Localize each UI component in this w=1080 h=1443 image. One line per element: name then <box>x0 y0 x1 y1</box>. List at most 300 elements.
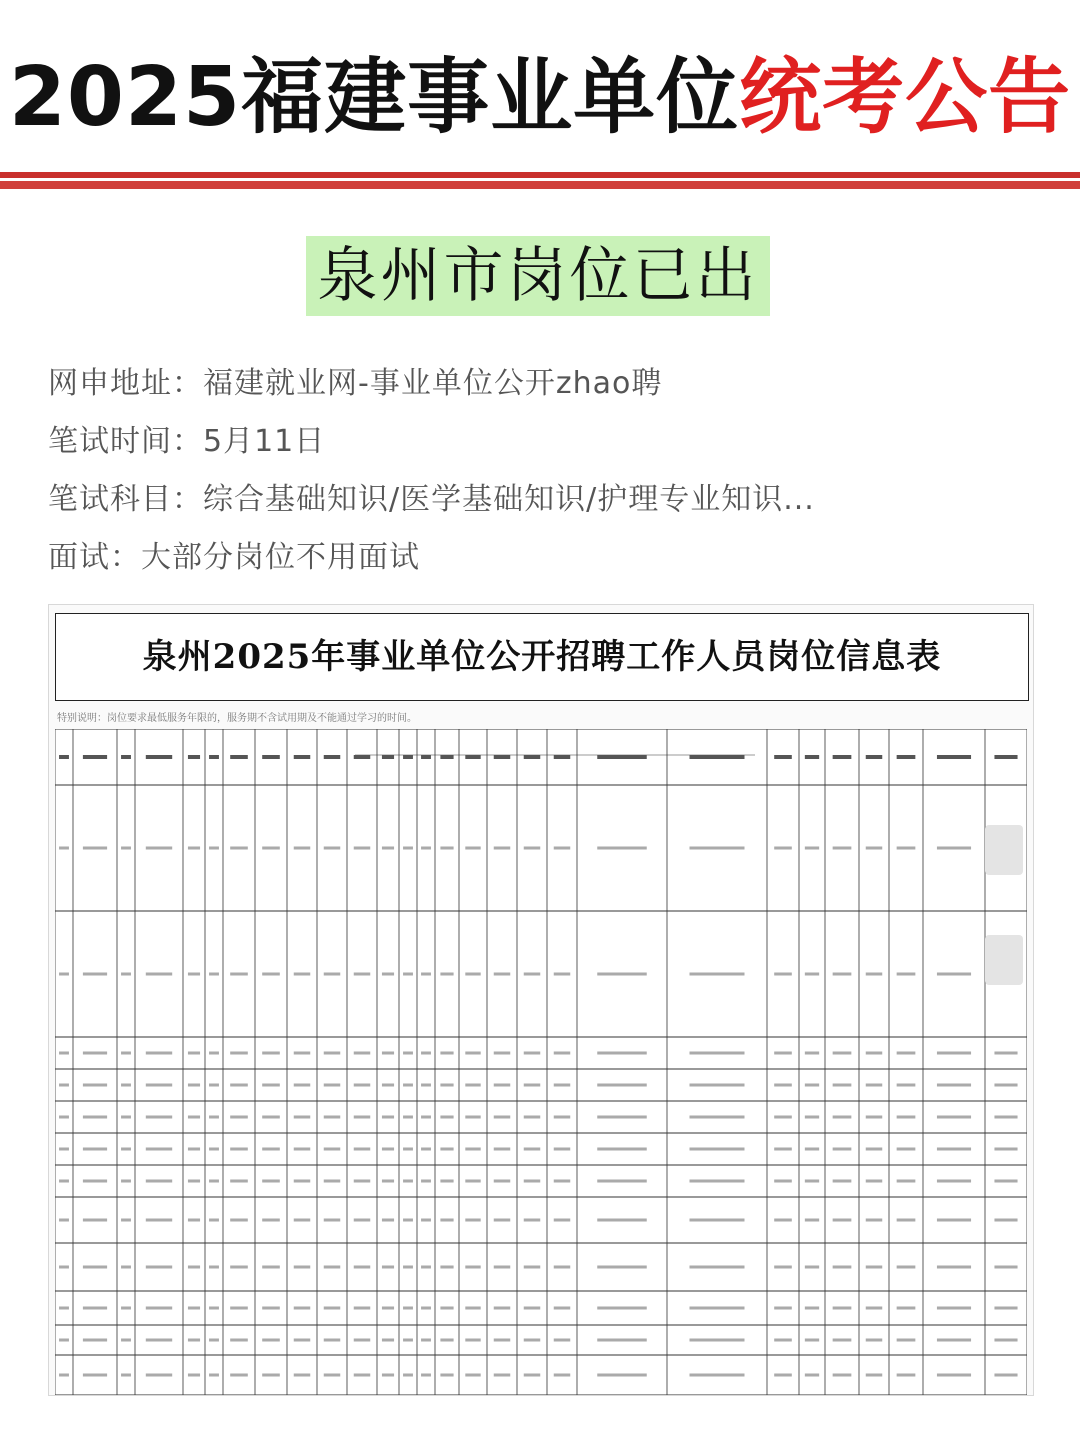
cell-text-placeholder <box>59 1219 69 1222</box>
cell-text-placeholder <box>382 1219 394 1222</box>
cell-text-placeholder <box>59 1148 69 1151</box>
cell-text-placeholder <box>805 1219 819 1222</box>
cell-text-placeholder <box>146 1052 172 1055</box>
cell-text-placeholder <box>421 847 431 850</box>
cell-text-placeholder <box>83 1307 107 1310</box>
cell-text-placeholder <box>554 1307 571 1310</box>
cell-text-placeholder <box>774 1116 792 1119</box>
cell-text-placeholder <box>59 755 69 759</box>
cell-text-placeholder <box>146 1339 172 1342</box>
cell-text-placeholder <box>262 1148 280 1151</box>
cell-text-placeholder <box>354 1339 371 1342</box>
cell-text-placeholder <box>354 1266 371 1269</box>
cell-text-placeholder <box>382 1084 394 1087</box>
cell-text-placeholder <box>690 1374 745 1377</box>
cell-text-placeholder <box>324 1180 341 1183</box>
main-title-black: 2025福建事业单位 <box>8 50 740 145</box>
cell-text-placeholder <box>524 1266 541 1269</box>
cell-text-placeholder <box>83 1266 107 1269</box>
cell-text-placeholder <box>230 1374 248 1377</box>
cell-text-placeholder <box>833 1052 852 1055</box>
cell-text-placeholder <box>188 847 200 850</box>
cell-text-placeholder <box>440 1339 453 1342</box>
cell-text-placeholder <box>994 1180 1017 1183</box>
cell-text-placeholder <box>897 847 916 850</box>
cell-text-placeholder <box>121 1339 131 1342</box>
cell-text-placeholder <box>83 973 107 976</box>
cell-text-placeholder <box>690 1219 745 1222</box>
cell-text-placeholder <box>994 1084 1017 1087</box>
cell-text-placeholder <box>421 1307 431 1310</box>
cell-text-placeholder <box>294 1339 311 1342</box>
cell-text-placeholder <box>121 1084 131 1087</box>
cell-text-placeholder <box>209 847 219 850</box>
cell-text-placeholder <box>294 1266 311 1269</box>
cell-text-placeholder <box>774 1180 792 1183</box>
cell-text-placeholder <box>833 1116 852 1119</box>
cell-text-placeholder <box>597 755 647 759</box>
cell-text-placeholder <box>230 1180 248 1183</box>
cell-text-placeholder <box>262 1084 280 1087</box>
cell-text-placeholder <box>188 755 200 759</box>
cell-text-placeholder <box>83 1084 107 1087</box>
cell-text-placeholder <box>59 1052 69 1055</box>
cell-text-placeholder <box>866 1148 883 1151</box>
cell-text-placeholder <box>59 1084 69 1087</box>
cell-text-placeholder <box>866 973 883 976</box>
cell-text-placeholder <box>403 973 413 976</box>
cell-text-placeholder <box>597 1307 647 1310</box>
cell-text-placeholder <box>897 1219 916 1222</box>
cell-text-placeholder <box>440 1084 453 1087</box>
cell-text-placeholder <box>354 1374 371 1377</box>
cell-text-placeholder <box>121 1374 131 1377</box>
cell-text-placeholder <box>554 1180 571 1183</box>
cell-text-placeholder <box>897 1148 916 1151</box>
cell-text-placeholder <box>897 755 916 759</box>
cell-text-placeholder <box>59 973 69 976</box>
cell-text-placeholder <box>994 1052 1017 1055</box>
cell-text-placeholder <box>690 1116 745 1119</box>
cell-text-placeholder <box>897 1084 916 1087</box>
cell-text-placeholder <box>294 1374 311 1377</box>
cell-text-placeholder <box>262 755 280 759</box>
cell-text-placeholder <box>262 1052 280 1055</box>
cell-text-placeholder <box>83 755 107 759</box>
cell-text-placeholder <box>209 1148 219 1151</box>
cell-text-placeholder <box>494 973 511 976</box>
cell-text-placeholder <box>121 847 131 850</box>
cell-text-placeholder <box>146 847 172 850</box>
cell-text-placeholder <box>554 1148 571 1151</box>
cell-text-placeholder <box>805 1307 819 1310</box>
cell-text-placeholder <box>121 1307 131 1310</box>
cell-text-placeholder <box>994 755 1017 759</box>
cell-text-placeholder <box>937 1219 971 1222</box>
cell-text-placeholder <box>554 1374 571 1377</box>
cell-text-placeholder <box>805 755 819 759</box>
cell-text-placeholder <box>494 1374 511 1377</box>
cell-text-placeholder <box>597 1180 647 1183</box>
cell-text-placeholder <box>440 973 453 976</box>
cell-text-placeholder <box>866 1084 883 1087</box>
cell-text-placeholder <box>403 1266 413 1269</box>
cell-text-placeholder <box>59 1266 69 1269</box>
blurred-contact <box>985 825 1023 875</box>
cell-text-placeholder <box>230 1116 248 1119</box>
cell-text-placeholder <box>937 847 971 850</box>
cell-text-placeholder <box>494 1052 511 1055</box>
cell-text-placeholder <box>262 1219 280 1222</box>
cell-text-placeholder <box>554 1084 571 1087</box>
cell-text-placeholder <box>994 1307 1017 1310</box>
cell-text-placeholder <box>597 1219 647 1222</box>
cell-text-placeholder <box>382 1116 394 1119</box>
cell-text-placeholder <box>262 1339 280 1342</box>
cell-text-placeholder <box>465 1374 480 1377</box>
cell-text-placeholder <box>440 1180 453 1183</box>
cell-text-placeholder <box>440 755 453 759</box>
cell-text-placeholder <box>937 1084 971 1087</box>
cell-text-placeholder <box>188 1374 200 1377</box>
cell-text-placeholder <box>597 973 647 976</box>
cell-text-placeholder <box>805 1084 819 1087</box>
cell-text-placeholder <box>262 1374 280 1377</box>
cell-text-placeholder <box>524 1180 541 1183</box>
cell-text-placeholder <box>324 1219 341 1222</box>
cell-text-placeholder <box>440 1219 453 1222</box>
cell-text-placeholder <box>440 1116 453 1119</box>
position-table <box>55 729 1027 1395</box>
cell-text-placeholder <box>230 973 248 976</box>
cell-text-placeholder <box>866 1116 883 1119</box>
cell-text-placeholder <box>690 1084 745 1087</box>
cell-text-placeholder <box>324 1052 341 1055</box>
cell-text-placeholder <box>421 1339 431 1342</box>
cell-text-placeholder <box>597 1148 647 1151</box>
cell-text-placeholder <box>465 973 480 976</box>
cell-text-placeholder <box>382 1180 394 1183</box>
cell-text-placeholder <box>937 1339 971 1342</box>
cell-text-placeholder <box>494 847 511 850</box>
cell-text-placeholder <box>421 1219 431 1222</box>
cell-text-placeholder <box>121 973 131 976</box>
cell-text-placeholder <box>146 973 172 976</box>
cell-text-placeholder <box>421 1374 431 1377</box>
cell-text-placeholder <box>294 1180 311 1183</box>
cell-text-placeholder <box>121 1052 131 1055</box>
cell-text-placeholder <box>774 847 792 850</box>
cell-text-placeholder <box>465 1148 480 1151</box>
cell-text-placeholder <box>440 1266 453 1269</box>
cell-text-placeholder <box>188 1339 200 1342</box>
cell-text-placeholder <box>230 1148 248 1151</box>
cell-text-placeholder <box>59 847 69 850</box>
cell-text-placeholder <box>83 1148 107 1151</box>
cell-text-placeholder <box>209 1266 219 1269</box>
cell-text-placeholder <box>774 973 792 976</box>
cell-text-placeholder <box>774 1052 792 1055</box>
cell-text-placeholder <box>554 847 571 850</box>
subtitle-highlight: 泉州市岗位已出 <box>306 236 770 316</box>
cell-text-placeholder <box>554 755 571 759</box>
cell-text-placeholder <box>294 1307 311 1310</box>
cell-text-placeholder <box>146 1307 172 1310</box>
cell-text-placeholder <box>805 973 819 976</box>
cell-text-placeholder <box>774 755 792 759</box>
cell-text-placeholder <box>146 1374 172 1377</box>
cell-text-placeholder <box>188 1116 200 1119</box>
cell-text-placeholder <box>59 1307 69 1310</box>
cell-text-placeholder <box>209 973 219 976</box>
cell-text-placeholder <box>524 1052 541 1055</box>
cell-text-placeholder <box>83 1339 107 1342</box>
cell-text-placeholder <box>83 1374 107 1377</box>
cell-text-placeholder <box>833 1084 852 1087</box>
cell-text-placeholder <box>833 1339 852 1342</box>
cell-text-placeholder <box>262 1180 280 1183</box>
cell-text-placeholder <box>403 1307 413 1310</box>
cell-text-placeholder <box>188 1052 200 1055</box>
cell-text-placeholder <box>382 1339 394 1342</box>
cell-text-placeholder <box>209 1116 219 1119</box>
cell-text-placeholder <box>403 1052 413 1055</box>
cell-text-placeholder <box>897 1374 916 1377</box>
spreadsheet-screenshot <box>48 604 1034 1396</box>
cell-text-placeholder <box>690 973 745 976</box>
cell-text-placeholder <box>524 1307 541 1310</box>
cell-text-placeholder <box>524 847 541 850</box>
cell-text-placeholder <box>494 1180 511 1183</box>
cell-text-placeholder <box>994 1219 1017 1222</box>
cell-text-placeholder <box>465 1116 480 1119</box>
cell-text-placeholder <box>465 755 480 759</box>
cell-text-placeholder <box>690 1052 745 1055</box>
cell-text-placeholder <box>188 1266 200 1269</box>
cell-text-placeholder <box>146 1116 172 1119</box>
cell-text-placeholder <box>382 1052 394 1055</box>
cell-text-placeholder <box>465 847 480 850</box>
cell-text-placeholder <box>465 1180 480 1183</box>
cell-text-placeholder <box>937 755 971 759</box>
cell-text-placeholder <box>897 1307 916 1310</box>
cell-text-placeholder <box>146 1266 172 1269</box>
cell-text-placeholder <box>833 973 852 976</box>
cell-text-placeholder <box>421 973 431 976</box>
cell-text-placeholder <box>59 1339 69 1342</box>
cell-text-placeholder <box>774 1339 792 1342</box>
cell-text-placeholder <box>494 1219 511 1222</box>
cell-text-placeholder <box>188 973 200 976</box>
cell-text-placeholder <box>209 1180 219 1183</box>
cell-text-placeholder <box>494 1116 511 1119</box>
cell-text-placeholder <box>59 1374 69 1377</box>
cell-text-placeholder <box>421 755 431 759</box>
cell-text-placeholder <box>209 1339 219 1342</box>
cell-text-placeholder <box>774 1374 792 1377</box>
cell-text-placeholder <box>994 1148 1017 1151</box>
cell-text-placeholder <box>465 1307 480 1310</box>
cell-text-placeholder <box>937 1266 971 1269</box>
cell-text-placeholder <box>403 1219 413 1222</box>
cell-text-placeholder <box>494 1339 511 1342</box>
cell-text-placeholder <box>324 1266 341 1269</box>
cell-text-placeholder <box>597 1266 647 1269</box>
cell-text-placeholder <box>494 755 511 759</box>
cell-text-placeholder <box>209 1084 219 1087</box>
cell-text-placeholder <box>403 1084 413 1087</box>
cell-text-placeholder <box>121 1180 131 1183</box>
cell-text-placeholder <box>382 1266 394 1269</box>
cell-text-placeholder <box>690 755 745 759</box>
cell-text-placeholder <box>554 1266 571 1269</box>
cell-text-placeholder <box>230 1219 248 1222</box>
cell-text-placeholder <box>937 1116 971 1119</box>
cell-text-placeholder <box>805 847 819 850</box>
info-apply-address: 网申地址：福建就业网-事业单位公开zhao聘 <box>48 366 663 401</box>
cell-text-placeholder <box>774 1307 792 1310</box>
sheet-note: 特别说明：岗位要求最低服务年限的，服务期不含试用期及不能通过学习的时间。 <box>57 713 417 724</box>
cell-text-placeholder <box>209 1052 219 1055</box>
cell-text-placeholder <box>403 1180 413 1183</box>
cell-text-placeholder <box>524 755 541 759</box>
cell-text-placeholder <box>354 755 371 759</box>
cell-text-placeholder <box>866 1052 883 1055</box>
cell-text-placeholder <box>354 1148 371 1151</box>
cell-text-placeholder <box>897 1116 916 1119</box>
cell-text-placeholder <box>524 1219 541 1222</box>
cell-text-placeholder <box>833 1180 852 1183</box>
cell-text-placeholder <box>897 973 916 976</box>
cell-text-placeholder <box>324 973 341 976</box>
cell-text-placeholder <box>866 1307 883 1310</box>
cell-text-placeholder <box>690 847 745 850</box>
sheet-title: 泉州2025年事业单位公开招聘工作人员岗位信息表 <box>55 613 1029 701</box>
info-exam-subjects: 笔试科目：综合基础知识/医学基础知识/护理专业知识... <box>48 482 815 517</box>
cell-text-placeholder <box>897 1180 916 1183</box>
main-title-red: 统考公告 <box>739 50 1072 145</box>
cell-text-placeholder <box>294 1219 311 1222</box>
cell-text-placeholder <box>597 1052 647 1055</box>
cell-text-placeholder <box>937 1307 971 1310</box>
cell-text-placeholder <box>440 1052 453 1055</box>
cell-text-placeholder <box>465 1219 480 1222</box>
cell-text-placeholder <box>230 1084 248 1087</box>
cell-text-placeholder <box>324 1307 341 1310</box>
cell-text-placeholder <box>524 1084 541 1087</box>
cell-text-placeholder <box>774 1148 792 1151</box>
cell-text-placeholder <box>465 1339 480 1342</box>
cell-text-placeholder <box>146 755 172 759</box>
cell-text-placeholder <box>805 1052 819 1055</box>
cell-text-placeholder <box>262 973 280 976</box>
cell-text-placeholder <box>382 973 394 976</box>
cell-text-placeholder <box>324 755 341 759</box>
cell-text-placeholder <box>833 755 852 759</box>
cell-text-placeholder <box>83 1180 107 1183</box>
cell-text-placeholder <box>866 1266 883 1269</box>
divider-line-top <box>0 172 1080 178</box>
cell-text-placeholder <box>866 1374 883 1377</box>
cell-text-placeholder <box>230 1266 248 1269</box>
cell-text-placeholder <box>146 1219 172 1222</box>
cell-text-placeholder <box>937 1148 971 1151</box>
cell-text-placeholder <box>597 847 647 850</box>
header-banner <box>0 0 1080 172</box>
cell-text-placeholder <box>230 1307 248 1310</box>
cell-text-placeholder <box>597 1339 647 1342</box>
cell-text-placeholder <box>354 1307 371 1310</box>
cell-text-placeholder <box>440 847 453 850</box>
cell-text-placeholder <box>262 1266 280 1269</box>
cell-text-placeholder <box>805 1180 819 1183</box>
cell-text-placeholder <box>83 1219 107 1222</box>
cell-text-placeholder <box>897 1052 916 1055</box>
cell-text-placeholder <box>382 847 394 850</box>
cell-text-placeholder <box>188 1180 200 1183</box>
cell-text-placeholder <box>83 1052 107 1055</box>
cell-text-placeholder <box>121 1116 131 1119</box>
table-grid <box>55 729 1027 1395</box>
cell-text-placeholder <box>382 1307 394 1310</box>
cell-text-placeholder <box>354 1052 371 1055</box>
cell-text-placeholder <box>494 1148 511 1151</box>
cell-text-placeholder <box>209 1374 219 1377</box>
cell-text-placeholder <box>440 1374 453 1377</box>
cell-text-placeholder <box>554 1339 571 1342</box>
cell-text-placeholder <box>440 1307 453 1310</box>
cell-text-placeholder <box>382 1374 394 1377</box>
cell-text-placeholder <box>230 1052 248 1055</box>
cell-text-placeholder <box>597 1116 647 1119</box>
cell-text-placeholder <box>354 1084 371 1087</box>
cell-text-placeholder <box>421 1180 431 1183</box>
cell-text-placeholder <box>83 1116 107 1119</box>
cell-text-placeholder <box>354 973 371 976</box>
info-exam-date: 笔试时间：5月11日 <box>48 424 326 459</box>
cell-text-placeholder <box>209 755 219 759</box>
cell-text-placeholder <box>897 1266 916 1269</box>
cell-text-placeholder <box>294 1148 311 1151</box>
main-title <box>0 48 1080 148</box>
cell-text-placeholder <box>524 973 541 976</box>
cell-text-placeholder <box>230 755 248 759</box>
cell-text-placeholder <box>690 1180 745 1183</box>
cell-text-placeholder <box>230 1339 248 1342</box>
cell-text-placeholder <box>354 1219 371 1222</box>
cell-text-placeholder <box>805 1374 819 1377</box>
cell-text-placeholder <box>209 1307 219 1310</box>
cell-text-placeholder <box>188 1219 200 1222</box>
cell-text-placeholder <box>833 1148 852 1151</box>
cell-text-placeholder <box>937 973 971 976</box>
cell-text-placeholder <box>805 1148 819 1151</box>
cell-text-placeholder <box>897 1339 916 1342</box>
cell-text-placeholder <box>833 1374 852 1377</box>
cell-text-placeholder <box>294 1084 311 1087</box>
cell-text-placeholder <box>774 1266 792 1269</box>
cell-text-placeholder <box>121 755 131 759</box>
cell-text-placeholder <box>866 1339 883 1342</box>
cell-text-placeholder <box>209 1219 219 1222</box>
cell-text-placeholder <box>524 1116 541 1119</box>
cell-text-placeholder <box>421 1266 431 1269</box>
cell-text-placeholder <box>294 847 311 850</box>
blurred-contact <box>985 935 1023 985</box>
cell-text-placeholder <box>403 1374 413 1377</box>
cell-text-placeholder <box>146 1148 172 1151</box>
cell-text-placeholder <box>494 1084 511 1087</box>
